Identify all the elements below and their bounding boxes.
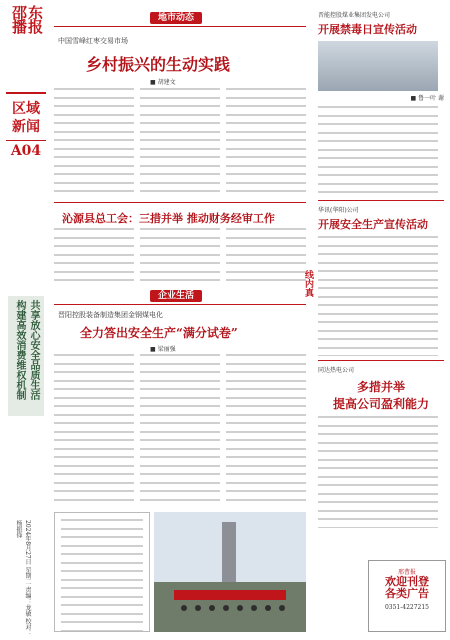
section-tag-enterprise: 企业生活: [150, 290, 202, 302]
story3-body-col2: [140, 354, 220, 504]
poem-box: [54, 512, 150, 632]
right3-kicker: 同达热电公司: [318, 367, 355, 374]
slogan-line-1: 构建高效消费维权机制: [14, 300, 25, 400]
ceremony-photo: [154, 512, 306, 632]
page-code: A04: [6, 140, 46, 159]
story3-body-col1: [54, 354, 134, 504]
story2-headline: 沁源县总工会：三措并举 推动财务经审工作: [62, 212, 275, 225]
right3-headline2: 提高公司盈利能力: [332, 397, 429, 411]
story2-body-col1: [54, 228, 134, 288]
story2-body-col3: [226, 228, 306, 288]
story1-body-col3: [226, 88, 306, 198]
ad-box: [368, 560, 446, 632]
divider: [54, 26, 306, 27]
story3-body-col3: [226, 354, 306, 504]
right1-photo: [318, 41, 438, 91]
date-line: 2024年8月27日 星期二 责编：龙敏 校对：杨振锋: [15, 520, 31, 637]
story3-byline: ■ 梁丽强: [150, 346, 176, 353]
right1-byline: ■ 鲁一叶 谢: [410, 95, 444, 102]
section-tag-local: 地市动态: [150, 12, 202, 24]
right1-body: [318, 106, 438, 196]
story2-body-col2: [140, 228, 220, 288]
right3-body: [318, 416, 438, 528]
story1-byline: ■ 胡建文: [150, 79, 176, 86]
masthead-title: 邵东播报: [11, 4, 44, 36]
divider: [54, 304, 306, 305]
right2-kicker: 华讯(华阳)公司: [318, 207, 359, 214]
ad-line-1: 邢曹报: [397, 569, 416, 576]
right3-headline1: 多措并举: [356, 380, 405, 394]
section-name: 区域新闻: [12, 101, 40, 135]
right1-headline: 开展禁毒日宣传活动: [318, 23, 417, 36]
section-column: [6, 92, 46, 159]
slogan-line-2: 共享放心安全品质生活: [28, 300, 39, 400]
story1-headline: 乡村振兴的生动实践: [86, 55, 231, 74]
story1-body-col1: [54, 88, 134, 198]
story3-kicker: 晋阳控股装备制造集团金钢煤电化: [58, 311, 163, 319]
story1-body-col2: [140, 88, 220, 198]
masthead: [8, 6, 48, 84]
divider: [54, 202, 306, 203]
ad-line-2: 欢迎刊登: [385, 575, 429, 588]
slogan-box: [8, 296, 44, 416]
ad-line-3: 各类广告: [385, 587, 429, 600]
right1-kicker: 晋能控股煤业集团发电公司: [318, 12, 391, 19]
right2-body: [318, 236, 438, 356]
section-tag-vertical: 线内真: [303, 270, 313, 297]
ad-phone: 0351-4227215: [384, 604, 430, 611]
right2-headline: 开展安全生产宣传活动: [318, 218, 428, 231]
story3-headline: 全力答出安全生产“满分试卷”: [80, 326, 238, 340]
ceremony-illustration: [154, 512, 306, 632]
story1-kicker: 中国雪峰红枣交易市场: [58, 37, 128, 45]
right-column: [318, 10, 444, 528]
